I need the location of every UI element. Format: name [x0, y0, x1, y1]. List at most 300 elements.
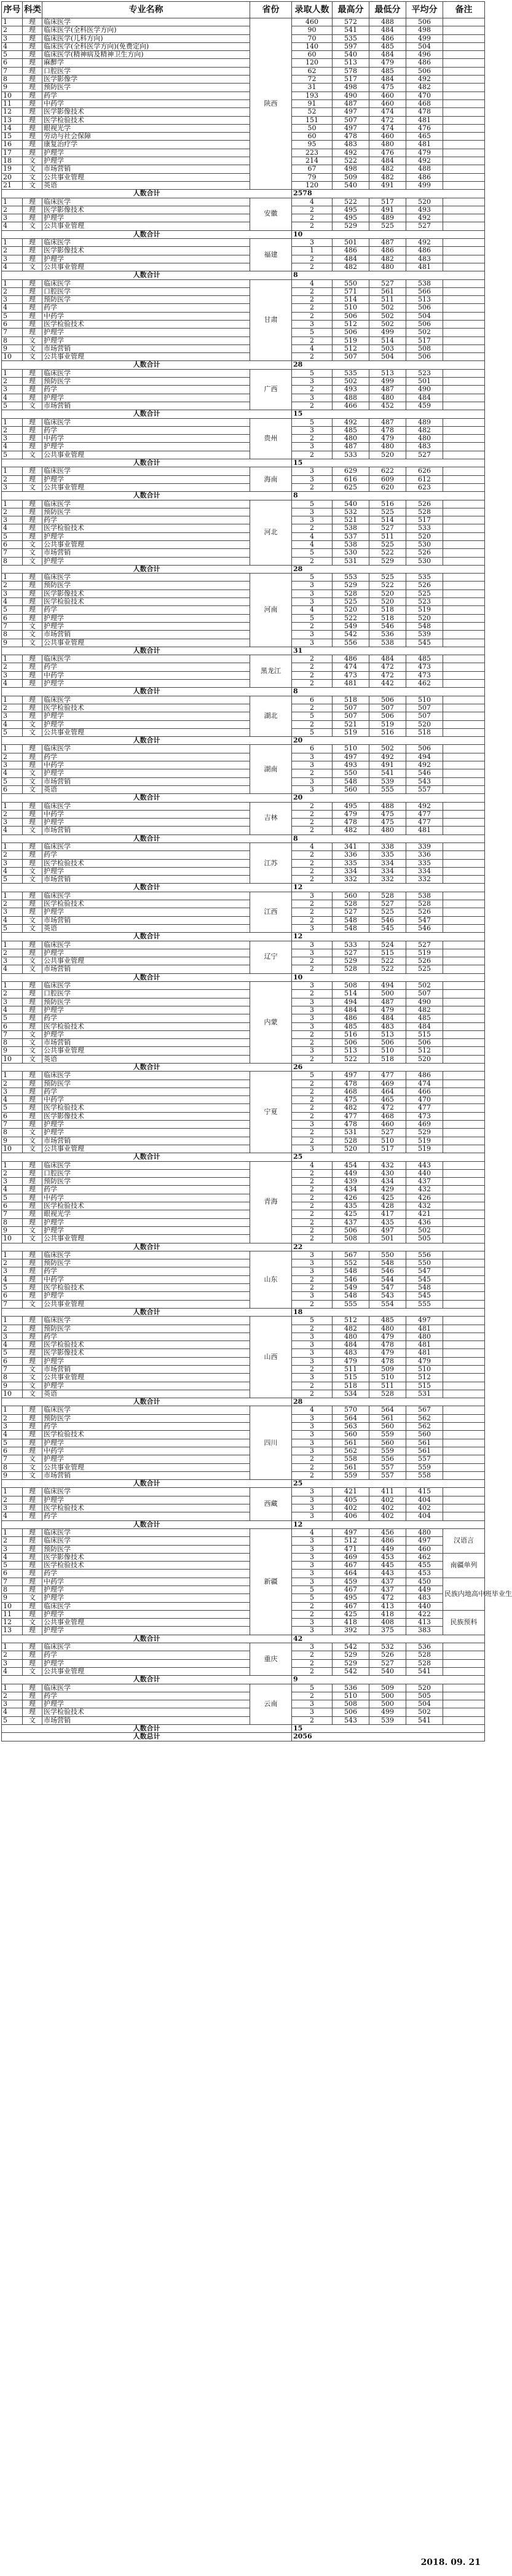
row-index: 4	[2, 965, 23, 973]
row-index: 1	[2, 982, 23, 990]
row-max-score: 510	[333, 745, 369, 753]
row-major: 药学	[42, 1014, 250, 1022]
row-avg-score: 494	[406, 753, 443, 761]
table-row	[2, 1447, 485, 1455]
table-row	[2, 1700, 485, 1708]
row-category: 理	[23, 1651, 42, 1659]
row-min-score: 516	[369, 500, 406, 508]
row-max-score: 629	[333, 467, 369, 475]
row-category: 文	[23, 1300, 42, 1308]
row-note	[443, 247, 485, 255]
row-max-score: 480	[333, 1333, 369, 1341]
province-name: 辽宁	[250, 941, 292, 973]
row-max-score: 528	[333, 590, 369, 597]
row-admitted: 2	[292, 1169, 333, 1177]
row-avg-score: 466	[406, 1088, 443, 1095]
row-major: 市场营销	[42, 402, 250, 410]
row-max-score: 553	[333, 574, 369, 582]
row-max-score: 484	[333, 1341, 369, 1349]
row-index: 1	[2, 418, 23, 426]
row-admitted: 3	[292, 1251, 333, 1259]
row-index: 3	[2, 1700, 23, 1708]
row-index: 4	[2, 720, 23, 728]
table-row	[2, 1586, 485, 1594]
row-index: 1	[2, 279, 23, 287]
table-row	[2, 108, 485, 116]
row-admitted: 3	[292, 394, 333, 402]
subtotal-label: 人数合计	[2, 1308, 292, 1316]
row-note	[443, 255, 485, 263]
row-admitted: 5	[292, 500, 333, 508]
subtotal-label: 人数合计	[2, 1676, 292, 1684]
row-category: 文	[23, 157, 42, 165]
grand-total-value: 2056	[292, 1733, 485, 1741]
subtotal-value: 10	[292, 230, 485, 238]
row-category: 文	[23, 1137, 42, 1145]
row-major: 中药学	[42, 1194, 250, 1202]
subtotal-row	[2, 884, 485, 892]
row-category: 文	[23, 1129, 42, 1137]
row-avg-score: 499	[406, 181, 443, 189]
row-admitted: 2	[292, 1202, 333, 1210]
province-name: 河北	[250, 500, 292, 565]
province-name: 四川	[250, 1406, 292, 1480]
row-note	[443, 516, 485, 524]
row-index: 2	[2, 851, 23, 859]
row-max-score: 336	[333, 851, 369, 859]
row-note	[443, 386, 485, 394]
row-min-score: 525	[369, 574, 406, 582]
subtotal-row	[2, 1308, 485, 1316]
row-max-score: 517	[333, 76, 369, 84]
table-row	[2, 1406, 485, 1414]
row-major: 药学	[42, 386, 250, 394]
row-min-score: 402	[369, 1504, 406, 1512]
table-row	[2, 876, 485, 884]
row-major: 临床医学	[42, 369, 250, 377]
row-category: 理	[23, 1357, 42, 1365]
row-index: 3	[2, 386, 23, 394]
row-avg-score: 523	[406, 598, 443, 606]
province-name: 广西	[250, 369, 292, 410]
row-category: 理	[23, 1545, 42, 1553]
subtotal-label: 人数合计	[2, 230, 292, 238]
row-max-score: 537	[333, 532, 369, 540]
row-note	[443, 1463, 485, 1471]
row-index: 7	[2, 329, 23, 337]
row-avg-score: 485	[406, 1014, 443, 1022]
row-avg-score: 498	[406, 26, 443, 34]
table-row	[2, 1186, 485, 1194]
row-avg-score: 528	[406, 900, 443, 908]
row-category: 理	[23, 304, 42, 312]
row-note	[443, 1030, 485, 1038]
row-category: 文	[23, 957, 42, 965]
table-row	[2, 378, 485, 386]
row-note	[443, 1275, 485, 1283]
row-index: 2	[2, 1259, 23, 1267]
row-avg-score: 504	[406, 42, 443, 50]
row-avg-score: 548	[406, 622, 443, 630]
table-row	[2, 320, 485, 328]
row-max-score: 334	[333, 867, 369, 875]
row-min-score: 504	[369, 353, 406, 361]
row-max-score: 535	[333, 34, 369, 42]
table-row	[2, 1382, 485, 1390]
row-index: 4	[2, 1431, 23, 1439]
row-note	[443, 541, 485, 549]
table-row	[2, 1537, 485, 1545]
row-category: 文	[23, 1235, 42, 1243]
row-category: 理	[23, 671, 42, 679]
admission-table	[1, 1, 512, 1741]
row-major: 临床医学	[42, 1537, 250, 1545]
table-row	[2, 116, 485, 124]
row-major: 公共事业管理	[42, 1145, 250, 1153]
row-major: 预防医学	[42, 1080, 250, 1088]
row-max-score: 497	[333, 1528, 369, 1536]
row-index: 4	[2, 1553, 23, 1561]
row-avg-score: 486	[406, 247, 443, 255]
row-min-score: 500	[369, 1692, 406, 1700]
row-note	[443, 876, 485, 884]
row-category: 文	[23, 1390, 42, 1398]
row-admitted: 2	[292, 1194, 333, 1202]
row-min-score: 453	[369, 1553, 406, 1561]
row-min-score: 506	[369, 1039, 406, 1047]
row-max-score: 563	[333, 1423, 369, 1431]
table-row	[2, 990, 485, 998]
row-index: 5	[2, 728, 23, 736]
subtotal-row	[2, 835, 485, 842]
row-major: 护理学	[42, 214, 250, 222]
row-admitted: 3	[292, 1619, 333, 1627]
row-max-score: 572	[333, 18, 369, 26]
row-avg-score: 561	[406, 1447, 443, 1455]
row-avg-score: 482	[406, 426, 443, 434]
row-note	[443, 1423, 485, 1431]
row-category: 理	[23, 1088, 42, 1095]
row-major: 临床医学	[42, 982, 250, 990]
subtotal-label: 人数合计	[2, 1520, 292, 1528]
row-index: 2	[2, 1080, 23, 1088]
row-max-score: 421	[333, 1488, 369, 1496]
table-row	[2, 165, 485, 173]
row-major: 护理学	[42, 557, 250, 565]
row-admitted: 3	[292, 1553, 333, 1561]
row-max-score: 542	[333, 1643, 369, 1651]
row-min-score: 499	[369, 1708, 406, 1716]
row-index: 6	[2, 320, 23, 328]
row-admitted: 2	[292, 916, 333, 924]
row-admitted: 5	[292, 1684, 333, 1692]
row-admitted: 140	[292, 42, 333, 50]
table-row	[2, 1471, 485, 1479]
row-major: 护理学	[42, 1627, 250, 1635]
row-max-score: 525	[333, 598, 369, 606]
row-major: 公共事业管理	[42, 353, 250, 361]
subtotal-row	[2, 565, 485, 573]
row-index: 4	[2, 1006, 23, 1014]
row-avg-score: 525	[406, 965, 443, 973]
row-major: 护理学	[42, 329, 250, 337]
table-row	[2, 916, 485, 924]
row-admitted: 3	[292, 598, 333, 606]
subtotal-label: 人数合计	[2, 835, 292, 842]
row-category: 理	[23, 696, 42, 704]
row-avg-score: 520	[406, 1684, 443, 1692]
row-category: 文	[23, 1619, 42, 1627]
row-index: 13	[2, 116, 23, 124]
row-admitted: 31	[292, 84, 333, 91]
table-row	[2, 1333, 485, 1341]
row-max-score: 616	[333, 475, 369, 483]
row-category: 理	[23, 1006, 42, 1014]
row-category: 理	[23, 1317, 42, 1325]
row-index: 1	[2, 369, 23, 377]
row-min-score: 472	[369, 1594, 406, 1602]
row-min-score: 482	[369, 165, 406, 173]
subtotal-value: 12	[292, 884, 485, 892]
table-row	[2, 680, 485, 688]
row-category: 理	[23, 418, 42, 426]
row-index: 4	[2, 916, 23, 924]
row-major: 市场营销	[42, 1471, 250, 1479]
row-index: 8	[2, 631, 23, 639]
row-major: 医学检验技术	[42, 1562, 250, 1570]
row-admitted: 2	[292, 622, 333, 630]
row-max-score: 487	[333, 443, 369, 451]
row-admitted: 1	[292, 247, 333, 255]
row-note	[443, 149, 485, 157]
row-avg-score: 449	[406, 1586, 443, 1594]
table-row	[2, 124, 485, 132]
row-avg-score: 422	[406, 1610, 443, 1618]
row-note	[443, 51, 485, 59]
row-admitted: 2	[292, 402, 333, 410]
table-row	[2, 516, 485, 524]
row-major: 护理学	[42, 1006, 250, 1014]
row-min-score: 478	[369, 1357, 406, 1365]
row-major: 护理学	[42, 1030, 250, 1038]
row-note	[443, 222, 485, 230]
row-note	[443, 941, 485, 949]
row-category: 理	[23, 42, 42, 50]
row-major: 护理学	[42, 712, 250, 720]
row-max-score: 434	[333, 1186, 369, 1194]
row-note	[443, 549, 485, 557]
row-index: 3	[2, 1504, 23, 1512]
row-avg-score: 525	[406, 590, 443, 597]
row-admitted: 2	[292, 1602, 333, 1610]
row-admitted: 3	[292, 639, 333, 647]
row-min-score: 491	[369, 761, 406, 769]
row-major: 护理学	[42, 622, 250, 630]
row-category: 理	[23, 1537, 42, 1545]
table-row	[2, 1716, 485, 1724]
row-min-score: 546	[369, 916, 406, 924]
table-row	[2, 598, 485, 606]
row-major: 市场营销	[42, 1137, 250, 1145]
row-admitted: 4	[292, 279, 333, 287]
row-note	[443, 1300, 485, 1308]
row-note	[443, 1431, 485, 1439]
row-min-score: 500	[369, 1700, 406, 1708]
row-avg-score: 545	[406, 1275, 443, 1283]
row-admitted: 3	[292, 1145, 333, 1153]
row-index: 5	[2, 777, 23, 785]
row-index: 10	[2, 91, 23, 99]
row-index: 1	[2, 467, 23, 475]
table-row	[2, 639, 485, 647]
row-note	[443, 483, 485, 491]
row-major: 临床医学	[42, 1317, 250, 1325]
table-row	[2, 1504, 485, 1512]
row-note	[443, 957, 485, 965]
row-max-score: 521	[333, 516, 369, 524]
row-admitted: 3	[292, 1333, 333, 1341]
province-name: 山东	[250, 1251, 292, 1308]
row-note	[443, 827, 485, 835]
row-avg-score: 519	[406, 1137, 443, 1145]
row-category: 理	[23, 1275, 42, 1283]
row-major: 医学检验技术	[42, 116, 250, 124]
row-min-score: 546	[369, 622, 406, 630]
row-major: 市场营销	[42, 827, 250, 835]
row-min-score: 413	[369, 1602, 406, 1610]
subtotal-label: 人数合计	[2, 794, 292, 802]
row-major: 市场营销	[42, 777, 250, 785]
row-major: 中药学	[42, 1578, 250, 1586]
row-min-score: 479	[369, 59, 406, 67]
row-index: 17	[2, 149, 23, 157]
row-index: 1	[2, 1643, 23, 1651]
row-admitted: 2	[292, 1210, 333, 1218]
row-min-score: 443	[369, 1570, 406, 1578]
row-major: 预防医学	[42, 508, 250, 516]
row-min-score: 522	[369, 957, 406, 965]
row-major: 医学检验技术	[42, 900, 250, 908]
row-major: 药学	[42, 426, 250, 434]
row-admitted: 2	[292, 1463, 333, 1471]
row-note	[443, 475, 485, 483]
header-max-score: 最高分	[333, 2, 369, 18]
row-min-score: 375	[369, 1627, 406, 1635]
row-major: 市场营销	[42, 1716, 250, 1724]
row-min-score: 494	[369, 982, 406, 990]
table-row	[2, 59, 485, 67]
row-max-score: 542	[333, 631, 369, 639]
row-major: 中药学	[42, 810, 250, 818]
subtotal-value: 15	[292, 410, 485, 418]
row-min-score: 479	[369, 1349, 406, 1357]
row-max-score: 529	[333, 582, 369, 590]
row-max-score: 495	[333, 214, 369, 222]
row-min-score: 449	[369, 1545, 406, 1553]
row-major: 护理学	[42, 337, 250, 344]
row-admitted: 2	[292, 1137, 333, 1145]
row-category: 文	[23, 1055, 42, 1063]
row-major: 临床医学	[42, 802, 250, 810]
row-avg-score: 508	[406, 344, 443, 352]
row-max-score: 437	[333, 1218, 369, 1226]
row-major: 临床医学	[42, 18, 250, 26]
table-row	[2, 1194, 485, 1202]
row-category: 理	[23, 1186, 42, 1194]
row-max-score: 529	[333, 957, 369, 965]
row-category: 文	[23, 1382, 42, 1390]
row-index: 1	[2, 1488, 23, 1496]
row-note	[443, 1104, 485, 1112]
row-min-score: 485	[369, 42, 406, 50]
row-category: 理	[23, 247, 42, 255]
row-major: 公共事业管理	[42, 222, 250, 230]
subtotal-row	[2, 230, 485, 238]
row-avg-score: 432	[406, 1202, 443, 1210]
row-major: 护理学	[42, 1659, 250, 1667]
row-avg-score: 556	[406, 1251, 443, 1259]
row-category: 文	[23, 785, 42, 793]
row-admitted: 2	[292, 296, 333, 304]
row-note	[443, 1716, 485, 1724]
row-index: 2	[2, 1414, 23, 1422]
row-note	[443, 1088, 485, 1095]
row-note	[443, 34, 485, 42]
table-row	[2, 51, 485, 59]
row-max-score: 481	[333, 680, 369, 688]
row-note	[443, 1390, 485, 1398]
row-admitted: 2	[292, 867, 333, 875]
table-row	[2, 1022, 485, 1030]
row-avg-score: 562	[406, 1414, 443, 1422]
row-min-score: 511	[369, 1382, 406, 1390]
row-admitted: 2	[292, 1129, 333, 1137]
row-min-score: 460	[369, 1121, 406, 1129]
row-category: 理	[23, 704, 42, 712]
row-category: 理	[23, 1447, 42, 1455]
row-note	[443, 451, 485, 459]
row-min-score: 486	[369, 247, 406, 255]
province-name: 甘肃	[250, 279, 292, 361]
row-admitted: 3	[292, 378, 333, 386]
row-index: 1	[2, 1684, 23, 1692]
table-row	[2, 451, 485, 459]
row-admitted: 2	[292, 1692, 333, 1700]
row-category: 理	[23, 1251, 42, 1259]
row-category: 理	[23, 1578, 42, 1586]
row-major: 护理学	[42, 532, 250, 540]
subtotal-row	[2, 1725, 485, 1733]
xinjiang-note: 民族内地高中班毕业生	[443, 1578, 485, 1610]
row-min-score: 502	[369, 312, 406, 320]
row-major: 临床医学	[42, 239, 250, 247]
row-index: 1	[2, 500, 23, 508]
row-admitted: 2	[292, 263, 333, 271]
row-avg-score: 432	[406, 1186, 443, 1194]
row-min-score: 543	[369, 1292, 406, 1300]
row-major: 临床医学	[42, 1488, 250, 1496]
row-min-score: 514	[369, 337, 406, 344]
row-avg-score: 541	[406, 1716, 443, 1724]
row-max-score: 439	[333, 1178, 369, 1186]
row-category: 理	[23, 1553, 42, 1561]
table-row	[2, 655, 485, 663]
row-index: 8	[2, 1129, 23, 1137]
row-avg-score: 481	[406, 1341, 443, 1349]
row-max-score: 549	[333, 622, 369, 630]
subtotal-row	[2, 737, 485, 745]
row-min-score: 487	[369, 418, 406, 426]
